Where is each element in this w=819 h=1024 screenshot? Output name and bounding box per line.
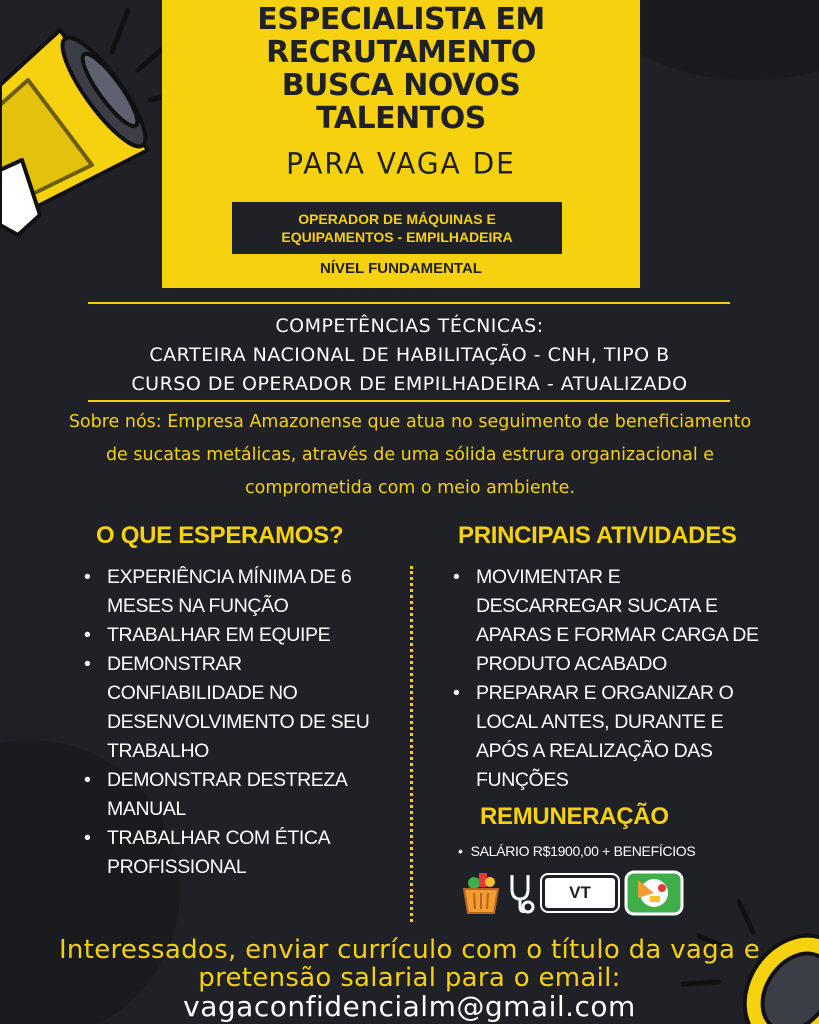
grocery-basket-icon xyxy=(462,871,500,915)
list-item: • MOVIMENTAR E DESCARREGAR SUCATA E APARAS E FORMAR CARGA DE PRODUTO ACABADO xyxy=(449,563,769,679)
expectations-list xyxy=(80,563,392,882)
vt-label: VT xyxy=(569,883,591,902)
skill-item: CARTEIRA NACIONAL DE HABILITAÇÃO - CNH, TIPO B xyxy=(149,344,670,366)
list-item: • DEMONSTRAR DESTREZA MANUAL xyxy=(80,766,392,824)
background-shape xyxy=(619,0,819,80)
meal-voucher-icon xyxy=(624,870,684,916)
expectations-title: O QUE ESPERAMOS? xyxy=(96,522,344,549)
list-item: • PREPARAR E ORGANIZAR O LOCAL ANTES, DURANTE E APÓS A REALIZAÇÃO DAS FUNÇÕES xyxy=(449,679,769,795)
list-item: • TRABALHAR COM ÉTICA PROFISSIONAL xyxy=(80,824,392,882)
activities-list xyxy=(449,563,769,795)
headline: ESPECIALISTA EM RECRUTAMENTO BUSCA NOVOS TALENTOS xyxy=(257,2,545,136)
list-item: • EXPERIÊNCIA MÍNIMA DE 6 MESES NA FUNÇÃO xyxy=(80,563,392,621)
activities-title: PRINCIPAIS ATIVIDADES xyxy=(458,522,737,549)
divider-line xyxy=(88,302,730,304)
technical-skills xyxy=(0,312,819,399)
skill-item: CURSO DE OPERADOR DE EMPILHADEIRA - ATUALIZADO xyxy=(131,373,688,395)
benefit-icons xyxy=(462,868,684,918)
transport-voucher-icon xyxy=(542,875,618,911)
education-level: NÍVEL FUNDAMENTAL xyxy=(320,260,482,277)
stethoscope-icon xyxy=(506,871,536,915)
about-company: Sobre nós: Empresa Amazonense que atua no seguimento de beneficiamento de sucatas metálicas, através de uma sólida estrura organizacional e comprometida com o meio ambiente. xyxy=(68,412,752,498)
divider-line xyxy=(88,400,730,402)
list-item: • DEMONSTRAR CONFIABILIDADE NO DESENVOLVIMENTO DE SEU TRABALHO xyxy=(80,650,392,766)
headline-panel xyxy=(162,0,640,288)
contact-email: vagaconfidencialm@gmail.com xyxy=(183,990,636,1023)
list-item: • TRABALHAR EM EQUIPE xyxy=(80,621,392,650)
compensation-title: REMUNERAÇÃO xyxy=(480,803,669,830)
call-to-action: Interessados, enviar currículo com o título da vaga e pretensão salarial para o email: xyxy=(58,935,761,993)
salary-text: • SALÁRIO R$1900,00 + BENEFÍCIOS xyxy=(458,843,695,859)
subheadline: PARA VAGA DE xyxy=(286,146,516,181)
job-role: OPERADOR DE MÁQUINAS E EQUIPAMENTOS - EMPILHADEIRA xyxy=(232,202,562,254)
skills-title: COMPETÊNCIAS TÉCNICAS: xyxy=(275,315,544,337)
column-divider xyxy=(410,566,413,922)
